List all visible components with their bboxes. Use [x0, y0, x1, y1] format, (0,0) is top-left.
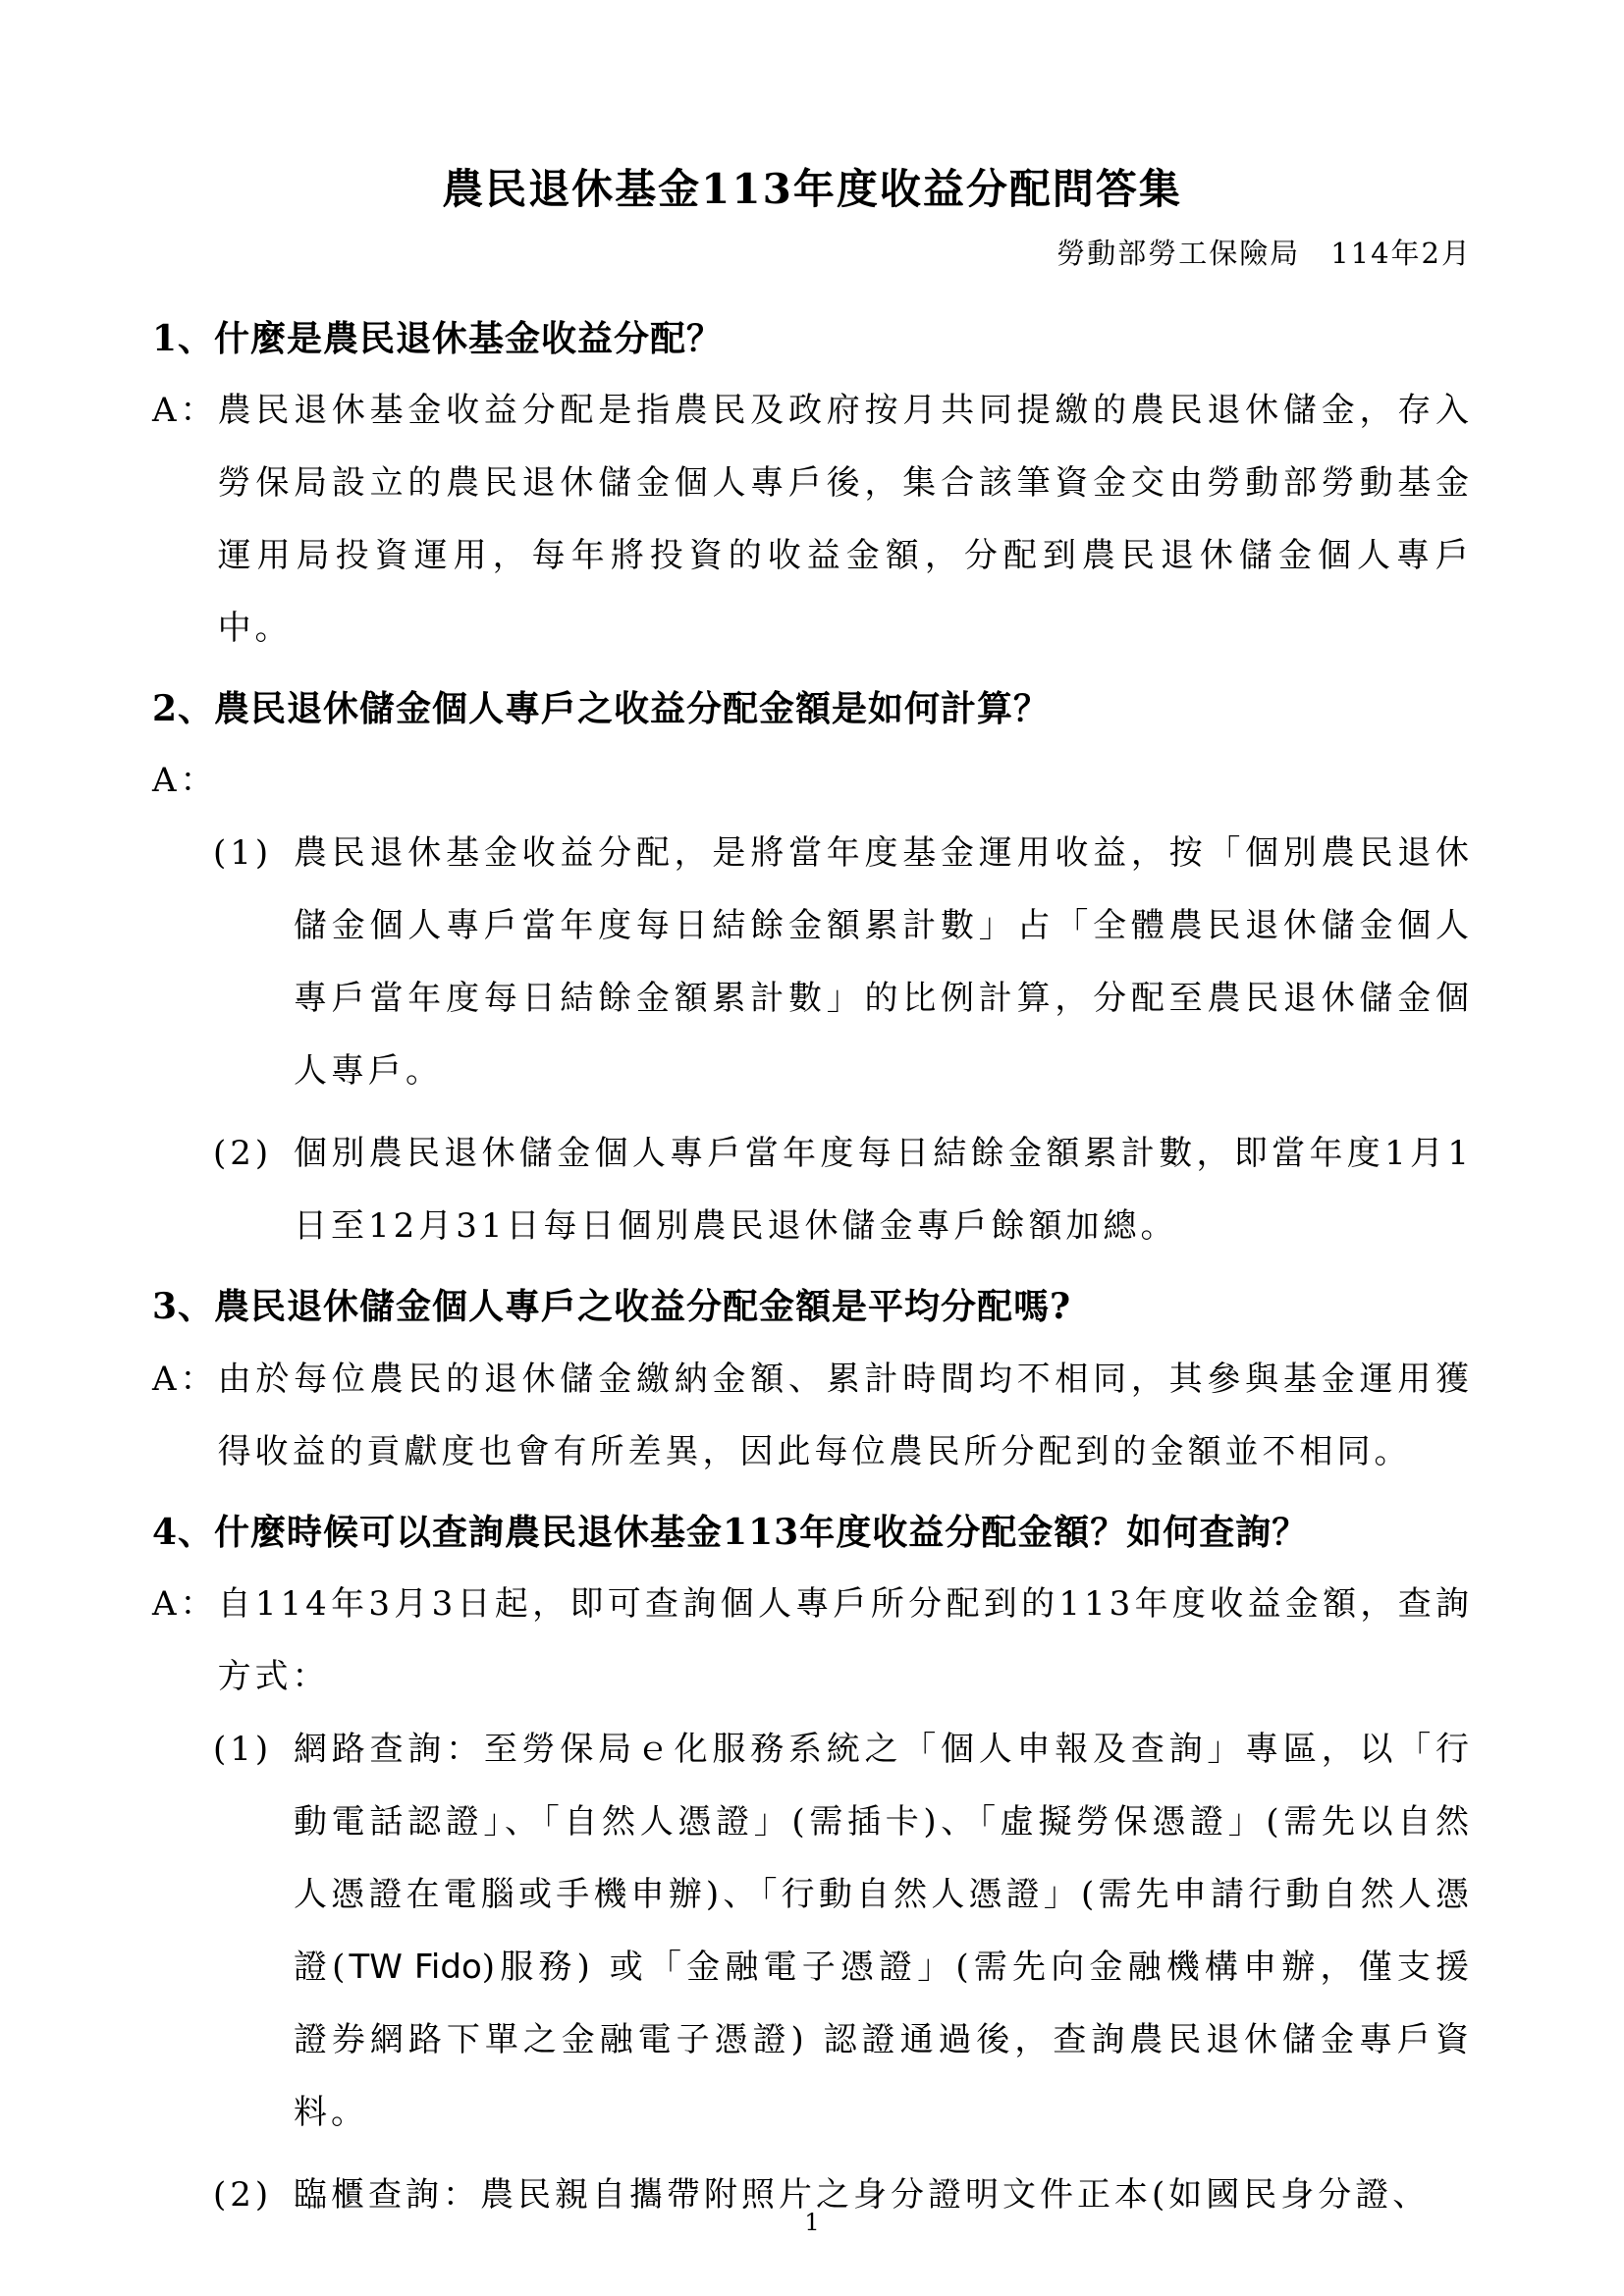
item-text: 臨櫃查詢：農民親自攜帶附照片之身分證明文件正本(如國民身分證、 [294, 2174, 1431, 2215]
item-text: 農民退休基金收益分配，是將當年度基金運用收益，按「個別農民退休儲金個人專戶當年度每日結餘金額累計數」占「全體農民退休儲金個人專戶當年度每日結餘金額累計數」的比例計算，分配至農民退休儲金個人專戶。 [294, 833, 1473, 1092]
qa-section-2 [152, 688, 1473, 1262]
item-number: (1) [213, 1729, 273, 1769]
tw-fido-label: TW Fido [349, 1947, 482, 1987]
item-number: (1) [213, 833, 273, 874]
qa-section-4 [152, 1512, 1473, 2231]
answer-1 [152, 374, 1473, 665]
item-text [294, 1713, 1473, 2149]
qa-section-3 [152, 1286, 1473, 1487]
answer-1-text: 農民退休基金收益分配是指農民及政府按月共同提繳的農民退休儲金，存入勞保局設立的農民退休儲金個人專戶後，集合該筆資金交由勞動部勞動基金運用局投資運用，每年將投資的收益金額，分配到農民退休儲金個人專戶中。 [217, 391, 1473, 649]
page-title: 農民退休基金113年度收益分配問答集 [442, 165, 1182, 213]
answer-label: A： [152, 1583, 218, 1624]
page-number: 1 [804, 2209, 820, 2236]
issuer-dateline: 勞動部勞工保險局 114年2月 [1056, 237, 1472, 270]
answer-label: A： [152, 1359, 218, 1399]
answer-4 [152, 1568, 1473, 1713]
answer-4-text: 自114年3月3日起，即可查詢個人專戶所分配到的113年度收益金額，查詢方式： [217, 1583, 1473, 1696]
answer-label: A： [152, 761, 218, 801]
item-number: (2) [213, 1134, 273, 1174]
answer-2-item-2 [213, 1117, 1473, 1262]
question-1: 1、什麼是農民退休基金收益分配？ [152, 318, 724, 359]
item-number: (2) [213, 2174, 273, 2215]
qa-content [152, 294, 1473, 2241]
question-4: 4、什麼時候可以查詢農民退休基金113年度收益分配金額？如何查詢？ [152, 1511, 1309, 1553]
question-3: 3、農民退休儲金個人專戶之收益分配金額是平均分配嗎? [152, 1286, 1072, 1328]
answer-2-item-1 [213, 817, 1473, 1107]
item-text-part: 網路查詢：至勞保局ｅ化服務系統之「個人申報及查詢」專區，以「行動電話認證」、「自然人憑證」(需插卡)、「虛擬勞保憑證」(需先以自然人憑證在電腦或手機申辦)、「行動自然人憑證」(需先申請行動自然人憑證( [294, 1729, 1473, 1987]
question-2: 2、農民退休儲金個人專戶之收益分配金額是如何計算？ [152, 688, 1051, 730]
qa-section-1 [152, 318, 1473, 665]
item-text: 個別農民退休儲金個人專戶當年度每日結餘金額累計數，即當年度1月1日至12月31日每日個別農民退休儲金專戶餘額加總。 [294, 1134, 1473, 1247]
answer-4-item-1 [213, 1713, 1473, 2149]
answer-3-text: 由於每位農民的退休儲金繳納金額、累計時間均不相同，其參與基金運用獲得收益的貢獻度也會有所差異，因此每位農民所分配到的金額並不相同。 [217, 1359, 1473, 1471]
answer-2 [152, 744, 1473, 817]
item-text-part: )服務) 或「金融電子憑證」(需先向金融機構申辦，僅支援證券網路下單之金融電子憑證) 認證通過後，查詢農民退休儲金專戶資料。 [294, 1947, 1474, 2132]
answer-3 [152, 1343, 1473, 1488]
answer-label: A： [152, 391, 218, 431]
